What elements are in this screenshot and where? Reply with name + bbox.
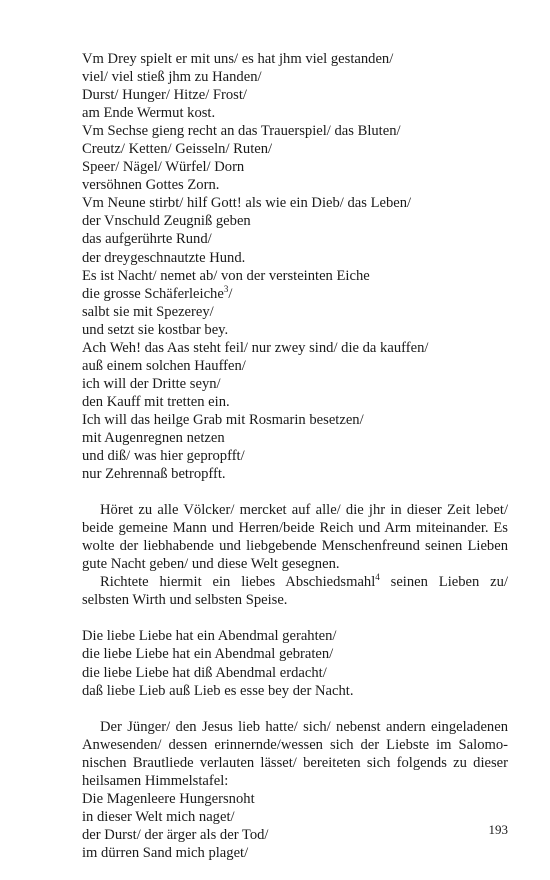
prose-text: seinen Lieben zu/ selbsten Wirth und selbsten Speise.: [82, 574, 508, 609]
poem-line: Die liebe Liebe hat ein Abendmal gerahten/: [82, 628, 337, 645]
prose-paragraph: Der Jünger/ den Jesus lieb hatte/ sich/ nebenst andern eingeladenen Anwesenden/ dessen erinnernde/wessen sich der Liebste im Salomo-nischen Brautliede verlauten lässet/ bereiteten sich folgends zu dieser heilsamen Himmelstafel:: [82, 718, 508, 789]
section-gap: [82, 700, 508, 718]
poem-line: das aufgerührte Rund/: [82, 231, 212, 248]
footnote-mark[interactable]: 4: [375, 572, 380, 583]
poem-line: der Vnschuld Zeugniß geben: [82, 213, 251, 230]
poem-line: Durst/ Hunger/ Hitze/ Frost/: [82, 87, 247, 104]
poem-line: Es ist Nacht/ nemet ab/ von der versteinten Eiche: [82, 267, 370, 284]
poem-line-text: die grosse Schäferleiche: [82, 285, 224, 302]
poem-line: am Ende Wermut kost.: [82, 105, 216, 122]
poem-line-with-footnote: [82, 285, 508, 303]
section-gap: [82, 609, 508, 627]
poem-line: der dreygeschnautzte Hund.: [82, 249, 246, 266]
poem-line: die liebe Liebe hat diß Abendmal erdacht/: [82, 664, 327, 681]
poem-line: daß liebe Lieb auß Lieb es esse bey der Nacht.: [82, 682, 354, 699]
poem-line: Creutz/ Ketten/ Geisseln/ Ruten/: [82, 141, 273, 158]
poem-stanza-1: [82, 50, 508, 483]
poem-line: Vm Drey spielt er mit uns/ es hat jhm viel gestanden/: [82, 51, 394, 67]
poem-line: versöhnen Gottes Zorn.: [82, 177, 220, 194]
prose-section-1: [82, 501, 508, 609]
poem-line: und diß/ was hier gepropfft/: [82, 448, 245, 465]
section-gap: [82, 483, 508, 501]
prose-section-2: [82, 718, 508, 862]
poem-line: den Kauff mit tretten ein.: [82, 393, 230, 410]
poem-line: ich will der Dritte seyn/: [82, 375, 221, 392]
poem-line: im dürren Sand mich plaget/: [82, 844, 249, 861]
prose-paragraph: Höret zu alle Völcker/ mercket auf alle/ die jhr in dieser Zeit lebet/ beide gemeine Mann und Herren/beide Reich und Arm miteinander. Es wolte der liebhabende und liebgebende Menschenfreund seinen Lieben gute Nacht geben/ und diese Welt gesegnen.: [82, 502, 508, 573]
poem-line: mit Augenregnen netzen: [82, 429, 225, 446]
poem-line: der Durst/ der ärger als der Tod/: [82, 826, 269, 843]
poem-line-tail: /: [228, 285, 233, 302]
poem-line: salbt sie mit Spezerey/: [82, 303, 214, 320]
prose-paragraph-with-footnote: [82, 573, 508, 609]
poem-line: Ach Weh! das Aas steht feil/ nur zwey sind/ die da kauffen/: [82, 339, 429, 356]
poem-line: Speer/ Nägel/ Würfel/ Dorn: [82, 159, 245, 176]
poem-line: viel/ viel stieß jhm zu Handen/: [82, 69, 262, 86]
prose-text: Richtete hiermit ein liebes Abschiedsmahl: [100, 574, 376, 591]
poem-line: nur Zehrennaß betropfft.: [82, 466, 226, 483]
poem-line: Vm Neune stirbt/ hilf Gott! als wie ein Dieb/ das Leben/: [82, 195, 412, 212]
poem-line: Ich will das heilge Grab mit Rosmarin besetzen/: [82, 411, 364, 428]
poem-stanza-2: [82, 627, 508, 699]
poem-line: in dieser Welt mich naget/: [82, 808, 235, 825]
page-number: 193: [488, 822, 508, 837]
page-body: [82, 50, 508, 862]
poem-line: auß einem solchen Hauffen/: [82, 357, 246, 374]
poem-line: Vm Sechse gieng recht an das Trauerspiel/ das Bluten/: [82, 123, 401, 140]
footnote-mark[interactable]: 3: [223, 283, 229, 294]
poem-line: die liebe Liebe hat ein Abendmal gebraten/: [82, 646, 334, 663]
poem-line: Die Magenleere Hungersnoht: [82, 790, 255, 807]
poem-line: und setzt sie kostbar bey.: [82, 321, 229, 338]
